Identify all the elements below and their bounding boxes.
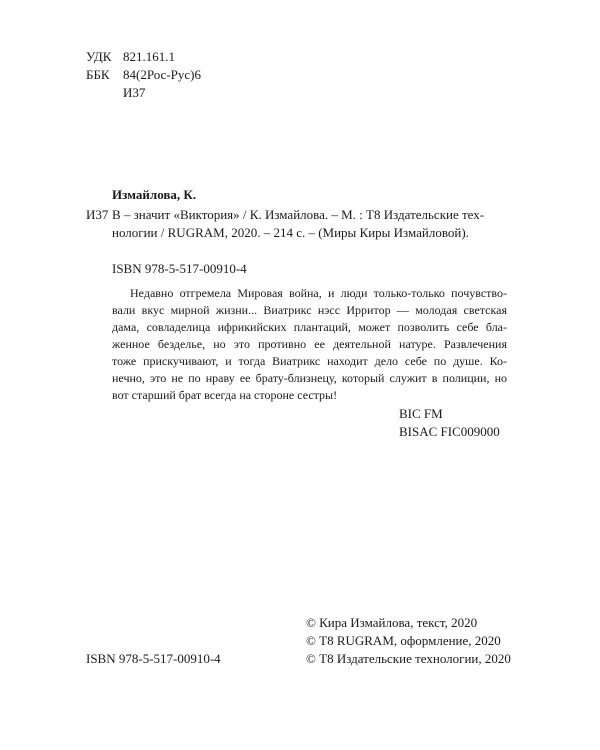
author-index: И37	[86, 207, 109, 222]
author-heading: Измайлова, К.	[112, 187, 197, 202]
annotation-line: тоже прискучивают, и тогда Виатрикс находит дело себе по душе. Ко-	[112, 354, 507, 368]
biblio-line-2: нологии / RUGRAM, 2020. – 214 с. – (Миры Киры Измайловой).	[112, 225, 469, 240]
udk-row	[86, 48, 175, 66]
author-sign: И37	[123, 85, 146, 100]
bbk-label: ББК	[86, 67, 110, 82]
udk-label: УДК	[86, 49, 112, 64]
annotation	[112, 285, 507, 404]
isbn-top: ISBN 978-5-517-00910-4	[112, 261, 247, 276]
bisac-code: BISAC FIC009000	[399, 424, 500, 439]
annotation-line: вот старший брат всегда на стороне сестры!	[112, 388, 338, 402]
isbn-bottom: ISBN 978-5-517-00910-4	[86, 651, 221, 666]
bbk-value: 84(2Рос-Рус)6	[123, 67, 201, 82]
copyright-text: © Кира Измайлова, текст, 2020	[306, 615, 478, 630]
annotation-line: вали вкус мирной жизни... Виатрикс нэсс Ирритор — молодая светская	[112, 303, 507, 317]
annotation-line: Недавно отгремела Мировая война, и люди только-только почувство-	[130, 286, 507, 300]
annotation-line: дама, совладелица ифрикийских плантаций, может позволить себе бла-	[112, 320, 507, 334]
bic-code: BIC FM	[399, 406, 443, 421]
bibliographic-description	[112, 206, 507, 242]
copyright-design: © Т8 RUGRAM, оформление, 2020	[306, 633, 501, 648]
author-sign-row	[86, 84, 145, 102]
copyright-publisher: © Т8 Издательские технологии, 2020	[306, 651, 511, 666]
bbk-row	[86, 66, 201, 84]
annotation-line: нечно, это не по нраву ее брату-близнецу, который служит в полиции, но	[112, 371, 507, 385]
udk-value: 821.161.1	[123, 49, 175, 64]
annotation-line: женное безделье, но это противно ее деятельной натуре. Развлечения	[112, 337, 507, 351]
biblio-line-1: В – значит «Виктория» / К. Измайлова. – М. : Т8 Издательские тех-	[112, 207, 485, 222]
